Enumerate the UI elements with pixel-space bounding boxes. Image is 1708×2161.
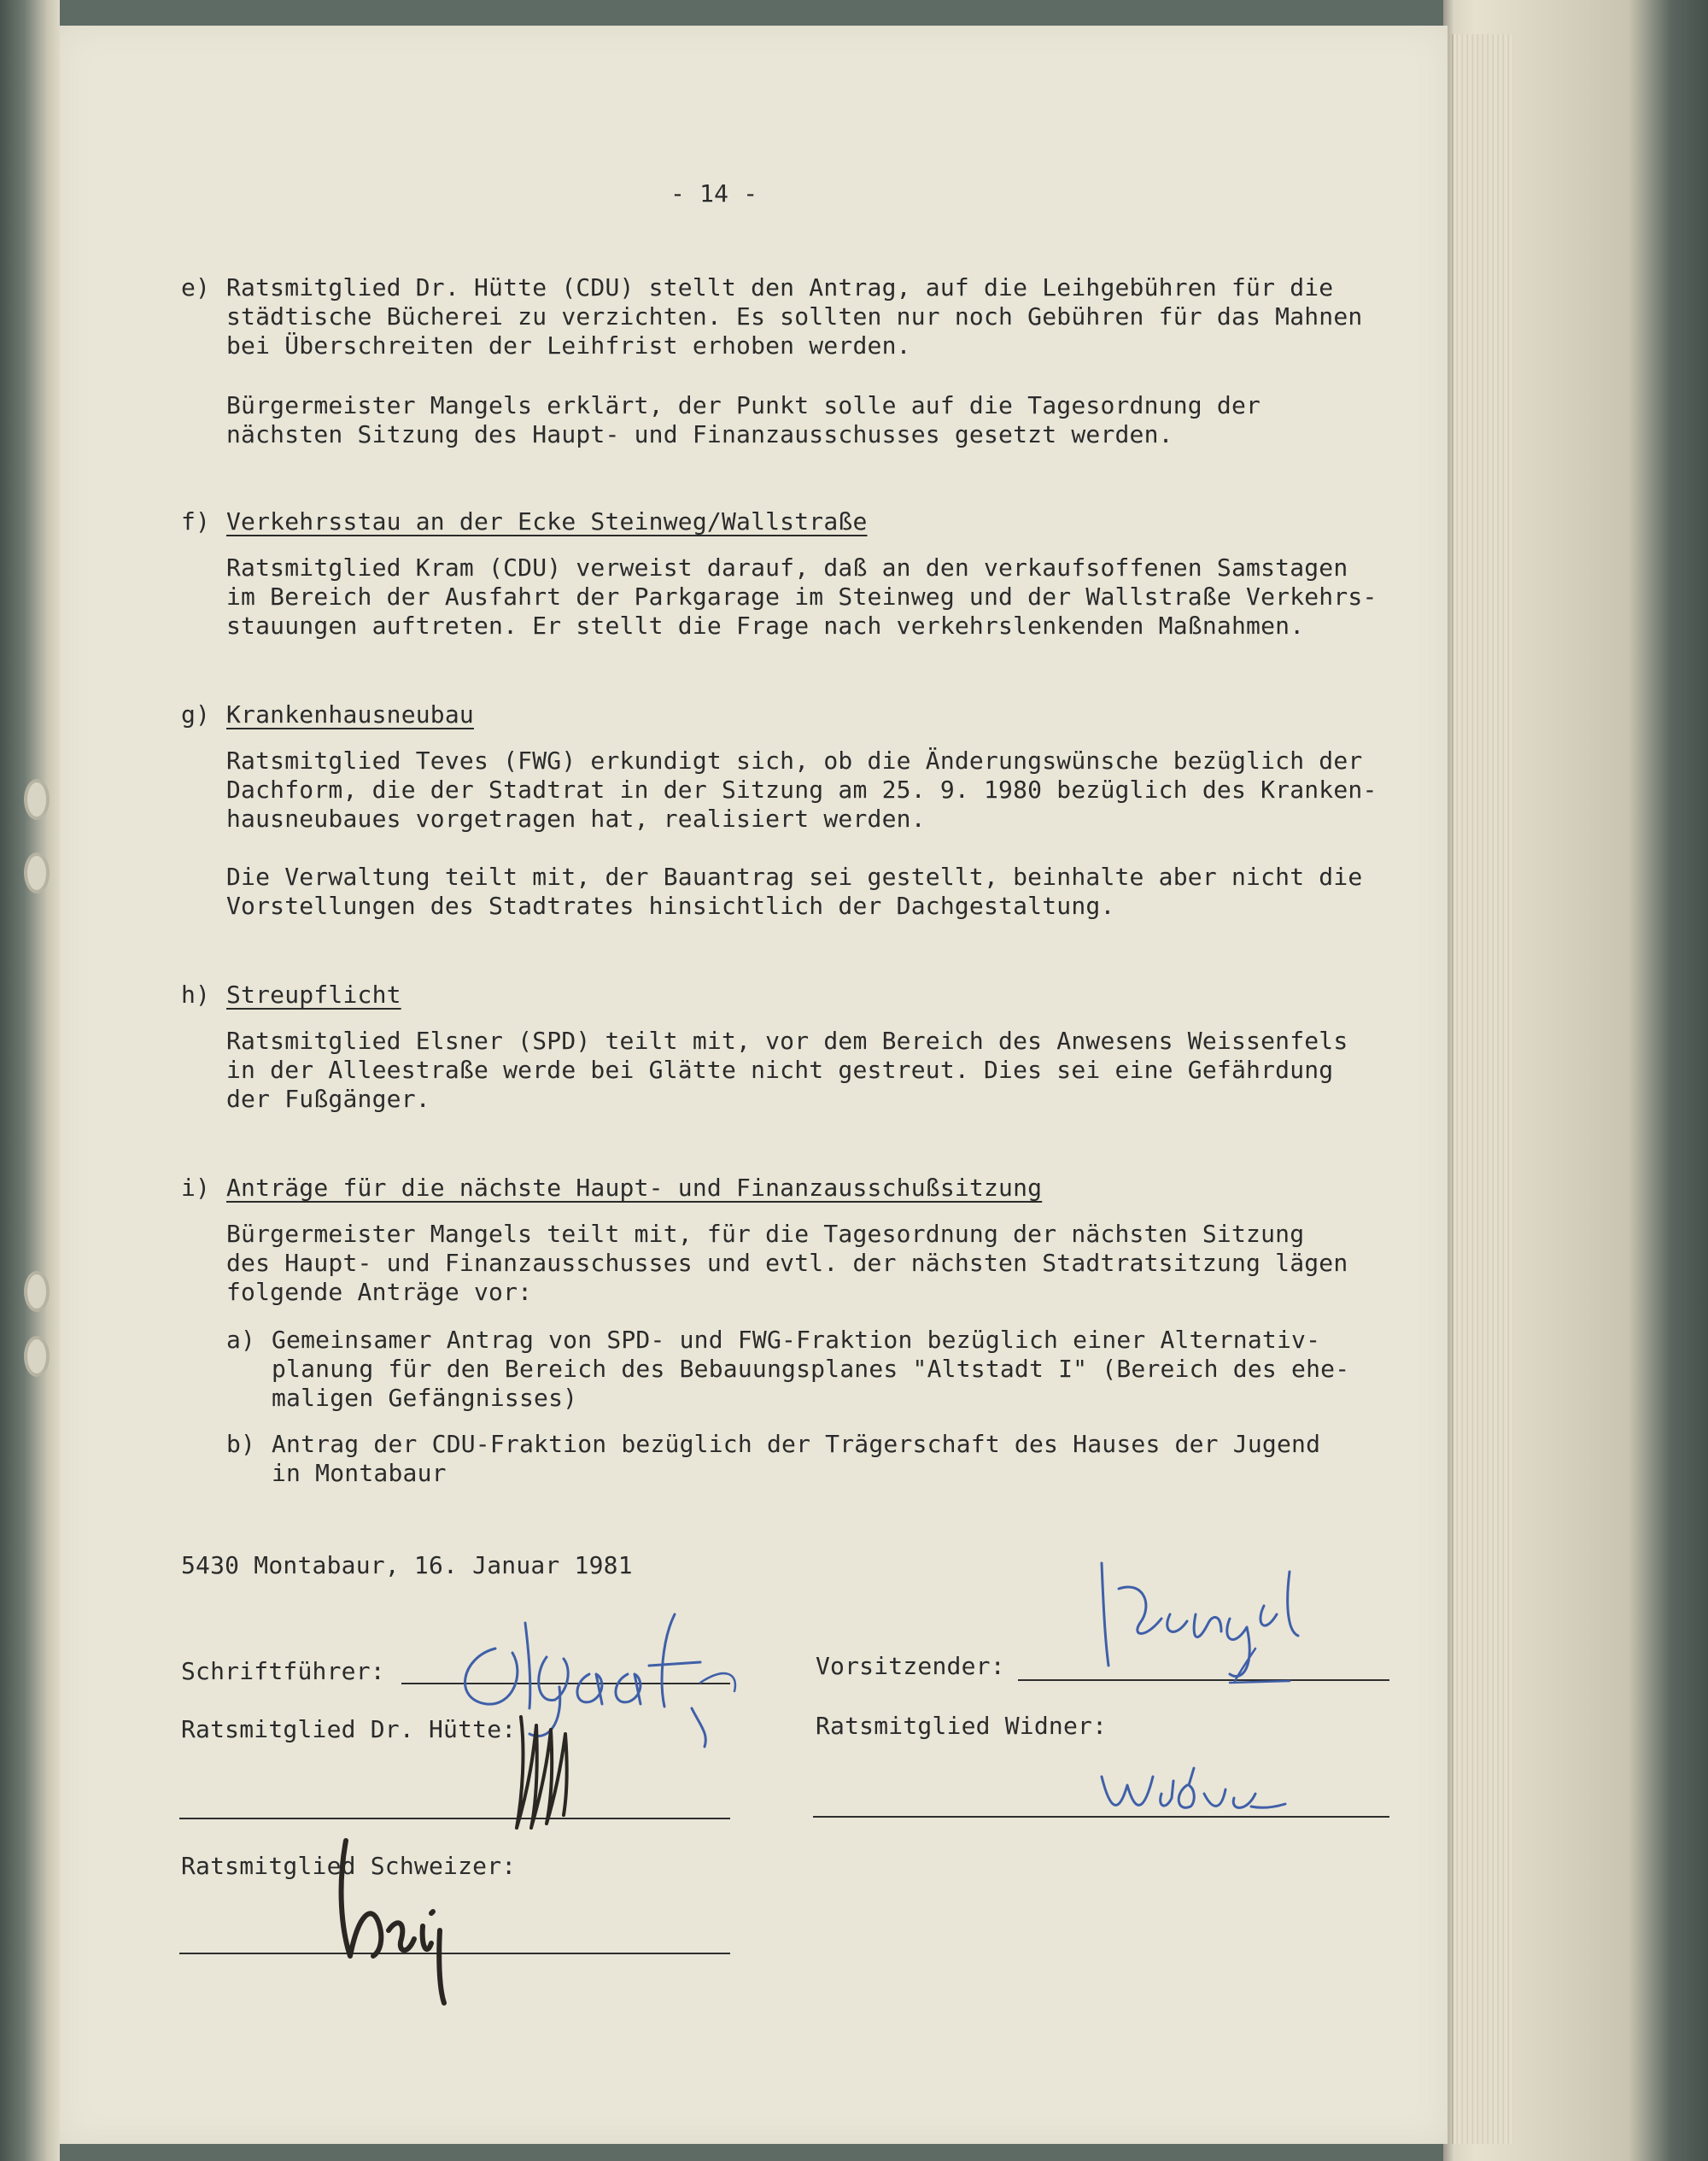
paragraph-line: Bürgermeister Mangels teilt mit, für die Tagesordnung der nächsten Sitzung bbox=[226, 1220, 1305, 1248]
signature-schweizer bbox=[312, 1836, 483, 2007]
signature-vorsitzender bbox=[1093, 1555, 1341, 1691]
signature-huette bbox=[504, 1708, 598, 1836]
item-letter: g) bbox=[181, 700, 211, 729]
paragraph-line: Antrag der CDU-Fraktion bezüglich der Trägerschaft des Hauses der Jugend bbox=[272, 1430, 1321, 1458]
label-huette: Ratsmitglied Dr. Hütte: bbox=[181, 1715, 517, 1743]
paragraph-line: Ratsmitglied Elsner (SPD) teilt mit, vor dem Bereich des Anwesens Weissenfels bbox=[226, 1027, 1348, 1055]
punch-hole bbox=[24, 1336, 50, 1377]
paragraph-line: Gemeinsamer Antrag von SPD- und FWG-Fraktion bezüglich einer Alternativ- bbox=[272, 1326, 1321, 1354]
label-schriftfuehrer: Schriftführer: bbox=[181, 1657, 385, 1685]
paragraph-line: Ratsmitglied Teves (FWG) erkundigt sich, ob die Änderungswünsche bezüglich der bbox=[226, 747, 1363, 775]
stacked-page-edges bbox=[1452, 34, 1513, 2144]
item-letter: h) bbox=[181, 981, 211, 1009]
paragraph-line: städtische Bücherei zu verzichten. Es sollten nur noch Gebühren für das Mahnen bbox=[226, 302, 1363, 331]
paragraph-line: Die Verwaltung teilt mit, der Bauantrag sei gestellt, beinhalte aber nicht die bbox=[226, 863, 1363, 891]
punch-hole bbox=[24, 779, 50, 820]
paragraph-line: in der Alleestraße werde bei Glätte nicht gestreut. Dies sei eine Gefährdung bbox=[226, 1056, 1334, 1084]
paragraph-line: in Montabaur bbox=[272, 1459, 447, 1487]
item-heading: Krankenhausneubau bbox=[226, 700, 474, 729]
paragraph-line: des Haupt- und Finanzausschusses und evtl. der nächsten Stadtratsitzung lägen bbox=[226, 1249, 1348, 1277]
paragraph-line: im Bereich der Ausfahrt der Parkgarage im Steinweg und der Wallstraße Verkehrs- bbox=[226, 583, 1378, 611]
paragraph-line: maligen Gefängnisses) bbox=[272, 1384, 578, 1412]
place-date: 5430 Montabaur, 16. Januar 1981 bbox=[181, 1551, 633, 1579]
page-number: - 14 - bbox=[670, 179, 758, 208]
paragraph-line: Vorstellungen des Stadtrates hinsichtlich der Dachgestaltung. bbox=[226, 892, 1115, 920]
signature-widner bbox=[1093, 1760, 1290, 1828]
label-schweizer: Ratsmitglied Schweizer: bbox=[181, 1852, 517, 1880]
paragraph-line: stauungen auftreten. Er stellt die Frage nach verkehrslenkenden Maßnahmen. bbox=[226, 612, 1305, 640]
subitem-letter: b) bbox=[226, 1430, 256, 1458]
label-widner: Ratsmitglied Widner: bbox=[816, 1712, 1108, 1740]
paragraph-line: nächsten Sitzung des Haupt- und Finanzausschusses gesetzt werden. bbox=[226, 420, 1173, 448]
punch-hole bbox=[24, 1271, 50, 1312]
paragraph-line: Ratsmitglied Dr. Hütte (CDU) stellt den Antrag, auf die Leihgebühren für die bbox=[226, 273, 1334, 302]
paragraph-line: hausneubaues vorgetragen hat, realisiert werden. bbox=[226, 805, 926, 833]
punch-hole bbox=[24, 852, 50, 893]
binder-left-edge bbox=[0, 0, 60, 2161]
label-vorsitzender: Vorsitzender: bbox=[816, 1652, 1005, 1680]
paragraph-line: der Fußgänger. bbox=[226, 1085, 430, 1113]
paragraph-line: folgende Anträge vor: bbox=[226, 1278, 533, 1306]
item-heading: Anträge für die nächste Haupt- und Finanzausschußsitzung bbox=[226, 1174, 1043, 1202]
subitem-letter: a) bbox=[226, 1326, 256, 1354]
item-heading: Streupflicht bbox=[226, 981, 401, 1009]
paragraph-line: Bürgermeister Mangels erklärt, der Punkt solle auf die Tagesordnung der bbox=[226, 391, 1261, 419]
paragraph-line: planung für den Bereich des Bebauungsplanes "Altstadt I" (Bereich des ehe- bbox=[272, 1355, 1350, 1383]
item-letter: f) bbox=[181, 507, 211, 536]
signature-line bbox=[179, 1818, 730, 1819]
item-letter: e) bbox=[181, 273, 211, 302]
item-heading: Verkehrsstau an der Ecke Steinweg/Wallstraße bbox=[226, 507, 868, 536]
item-letter: i) bbox=[181, 1174, 211, 1202]
paragraph-line: bei Überschreiten der Leihfrist erhoben werden. bbox=[226, 331, 911, 360]
paragraph-line: Ratsmitglied Kram (CDU) verweist darauf, daß an den verkaufsoffenen Samstagen bbox=[226, 553, 1348, 582]
paragraph-line: Dachform, die der Stadtrat in der Sitzung am 25. 9. 1980 bezüglich des Kranken- bbox=[226, 776, 1378, 804]
